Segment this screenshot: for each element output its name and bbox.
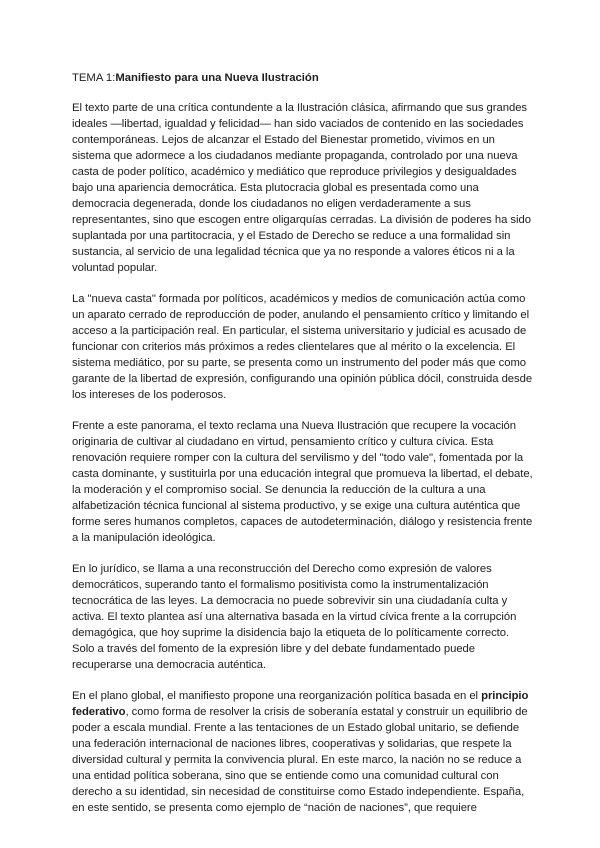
paragraph-1: El texto parte de una crítica contundente a la Ilustración clásica, afirmando que sus grandes ideales —libertad, igualdad y felicidad— han sido vaciados de contenido en las sociedades contemporáneas. Lejos de alcanzar el Estado del Bienestar prometido, vivimos en un sistema que adormece a los ciudadanos mediante propaganda, controlado por una nueva casta de poder político, académico y mediático que reproduce privilegios y desigualdades bajo una apariencia democrática. Esta plutocracia global es presentada como una democracia degenerada, donde los ciudadanos no eligen verdaderamente a sus representantes, sino que escogen entre oligarquías cerradas. La división de poderes ha sido suplantada por una partitocracia, y el Estado de Derecho se reduce a una formalidad sin sustancia, al servicio de una legalidad técnica que ya no responde a valores éticos ni a la voluntad popular. (72, 102, 531, 274)
paragraph-5-bold-term: principio federativo (72, 690, 529, 718)
paragraph-2: La "nueva casta" formada por políticos, académicos y medios de comunicación actúa como un aparato cerrado de reproducción de poder, anulando el pensamiento crítico y limitando el acceso a la participación real. En particular, el sistema universitario y judicial es acusado de funcionar con criterios más próximos a redes clientelares que al mérito o la excelencia. El sistema mediático, por su parte, se presenta como un instrumento del poder más que como garante de la libertad de expresión, configurando una opinión pública dócil, construida desde los intereses de los poderosos. (72, 293, 533, 401)
paragraph-5-after-bold: , como forma de resolver la crisis de soberanía estatal y construir un equilibrio de poder a escala mundial. Frente a las tentaciones de un Estado global unitario, se defiende una federación internacional de naciones libres, cooperativas y solidarias, que respete la diversidad cultural y permita la convivencia plural. En este marco, la nación no se reduce a una entidad política soberana, sino que se entiende como una comunidad cultural con derecho a su identidad, sin necesidad de constituirse como Estado independiente. España, en este sentido, se presenta como ejemplo de “nación de naciones”, que requiere (72, 706, 528, 814)
title-main: Manifiesto para una Nueva Ilustración (115, 72, 319, 84)
paragraph-5-before-bold: En el plano global, el manifiesto propone una reorganización política basada en el (72, 690, 482, 702)
document-title (72, 70, 534, 86)
paragraph-5 (72, 688, 534, 816)
paragraph-3: Frente a este panorama, el texto reclama una Nueva Ilustración que recupere la vocación originaria de cultivar al ciudadano en virtud, pensamiento crítico y cultura cívica. Esta renovación requiere romper con la cultura del servilismo y del "todo vale", fomentada por la casta dominante, y sustituirla por una educación integral que promueva la libertad, el debate, la moderación y el compromiso social. Se denuncia la reducción de la cultura a una alfabetización técnica funcional al sistema productivo, y se exige una cultura auténtica que forme seres humanos completos, capaces de autodeterminación, diálogo y resistencia frente a la manipulación ideológica. (72, 420, 533, 544)
title-prefix: TEMA 1: (72, 72, 116, 84)
paragraph-4: En lo jurídico, se llama a una reconstrucción del Derecho como expresión de valores democráticos, superando tanto el formalismo positivista como la instrumentalización tecnocrática de las leyes. La democracia no puede sobrevivir sin una ciudadanía culta y activa. El texto plantea así una alternativa basada en la virtud cívica frente a la corrupción demagógica, que hoy suprime la disidencia bajo la etiqueta de lo políticamente correcto. Solo a través del fomento de la expresión libre y del debate fundamentado puede recuperarse una democracia auténtica. (72, 563, 517, 671)
